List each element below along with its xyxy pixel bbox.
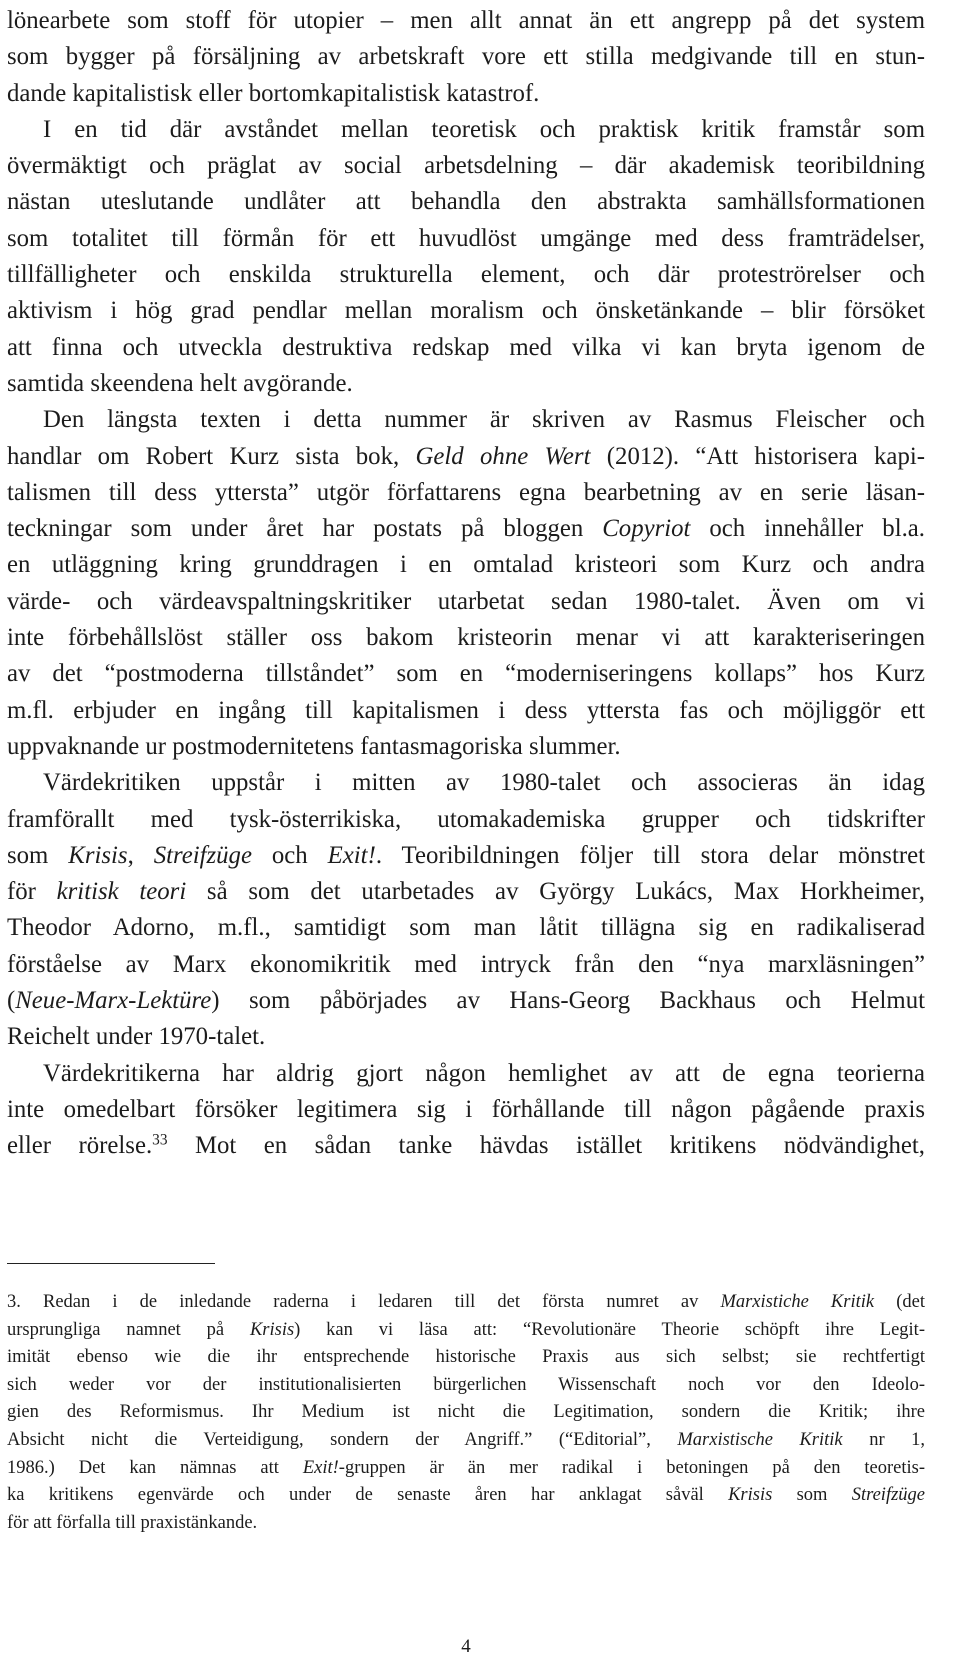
text-line: nästan uteslutande undlåter att behandla den abstrakta samhällsformationen [7, 188, 925, 216]
text-line: eller rörelse.$^{33}$ Mot en sådan tanke hävdas istället kritikens nödvändighet, [7, 1131, 925, 1160]
journal-title: Marxistiche Kritik [720, 1292, 875, 1312]
journal-title: Marxistische Kritik [677, 1429, 843, 1450]
text-line: samtida skeendena helt avgörande. [7, 369, 353, 397]
text-line: (Neue-Marx-Lektüre) som påbörjades av Hans-Georg Backhaus och Helmut [7, 987, 925, 1015]
journal-title: Krisis [249, 1319, 295, 1340]
footnote-line: för att förfalla till praxistänkande. [7, 1512, 258, 1533]
text-line: övermäktigt och präglat av social arbetsdelning – där akademisk teoribildning [7, 152, 925, 180]
journal-title: Streifzüge [851, 1485, 925, 1506]
text-line: av det “postmoderna tillståndet” som en “moderniseringens kollaps” hos Kurz [7, 660, 925, 688]
text-line: Värdekritiken uppstår i mitten av 1980-talet och associeras än idag [43, 769, 925, 797]
footnote-line: ka kritikens egenvärde och under de senaste åren har anklagat såväl Krisis som Streifzüge [7, 1485, 925, 1506]
text-line: Den längsta texten i detta nummer är skriven av Rasmus Fleischer och [43, 406, 925, 434]
text-line: I en tid där avståndet mellan teoretisk och praktisk kritik framstår som [43, 115, 925, 143]
text-line: aktivism i hög grad pendlar mellan moralism och önsketänkande – blir försöket [7, 297, 925, 325]
text-line: för kritisk teori så som det utarbetades av György Lukács, Max Horkheimer, [7, 878, 925, 906]
text-line: att finna och utveckla destruktiva redskap med vilka vi kan bryta igenom de [7, 333, 925, 361]
text-line: som Krisis, Streifzüge och Exit!. Teoribildningen följer till stora delar mönstret [7, 841, 926, 869]
text-line: som bygger på försäljning av arbetskraft vore ett stilla medgivande till en stun- [7, 43, 925, 71]
text-line: talismen till dess yttersta” utgör författarens egna bearbetning av en serie läsan- [7, 478, 925, 506]
journal-title: Exit! [327, 841, 376, 869]
page-number: 4 [461, 1636, 471, 1657]
text-line: förståelse av Marx ekonomikritik med intryck från den “nya marxläsningen” [7, 950, 925, 978]
text-line: m.fl. erbjuder en ingång till kapitalismen i dess yttersta fas och möjliggör ett [7, 696, 925, 724]
footnote-line: 1986.) Det kan nämnas att Exit!-gruppen är än mer radikal i betoningen på den teoretis- [7, 1457, 925, 1478]
footnote-line: ursprungliga namnet på Krisis) kan vi läsa att: “Revolutionäre Theorie schöpft ihre Legit- [7, 1319, 925, 1340]
footnote-line: 3. Redan i de inledande raderna i ledaren till det första numret av Marxistiche Kritik (det [7, 1292, 925, 1312]
emphasis: Neue-Marx-Lektüre [15, 987, 212, 1015]
emphasis: kritisk teori [56, 878, 187, 906]
text-line: som totalitet till förmån för ett huvudlöst umgänge med dess framträdelser, [7, 224, 925, 252]
body-text [7, 3, 925, 1165]
text-line: dande kapitalistisk eller bortomkapitalistisk katastrof. [7, 79, 540, 107]
text-line: tillfälligheter och enskilda strukturella element, och där proteströrelser och [7, 261, 925, 289]
text-line: lönearbete som stoff för utopier – men allt annat än ett angrepp på det system [7, 7, 925, 34]
journal-title: Krisis [728, 1485, 773, 1506]
document-page [7, 0, 925, 1668]
footnote-line: imität ebenso wie die ihr entsprechende historische Praxis aus sich selbst; sie rechtfertigt [7, 1347, 925, 1368]
book-title: Geld ohne Wert [415, 442, 591, 470]
footnote [7, 1289, 925, 1537]
text-line: en utläggning kring grunddragen i en omtalad kristeori som Kurz och andra [7, 551, 925, 579]
text-line: Värdekritikerna har aldrig gjort någon hemlighet av att de egna teorierna [43, 1059, 925, 1087]
footnote-line: sich weder vor der institutionalisierten bürgerlichen Wissenschaft noch vor den Ideolo- [7, 1374, 925, 1395]
footnote-divider [7, 1263, 215, 1264]
text-line: värde- och värdeavspaltningskritiker utarbetat sedan 1980-talet. Även om vi [7, 587, 925, 615]
text-line: framförallt med tysk-österrikiska, utomakademiska grupper och tidskrifter [7, 805, 925, 833]
footnote-line: Absicht nicht die Verteidigung, sondern der Angriff.” (“Editorial”, Marxistische Kritik nr 1, [7, 1429, 926, 1450]
text-line: teckningar som under året har postats på bloggen Copyriot och innehåller bl.a. [7, 515, 925, 543]
blog-title: Copyriot [602, 515, 691, 543]
journal-title: Streifzüge [153, 841, 252, 869]
text-line: Theodor Adorno, m.fl., samtidigt som man låtit tillägna sig en radikaliserad [7, 914, 925, 942]
journal-title: Krisis [68, 841, 128, 869]
text-line: inte omedelbart försöker legitimera sig i förhållande till någon pågående praxis [7, 1095, 925, 1123]
footnote-line: gien des Reformismus. Ihr Medium ist nicht die Legitimation, sondern die Kritik; ihre [7, 1402, 925, 1423]
text-line: inte förbehållslöst ställer oss bakom kristeorin menar vi att karakteriseringen [7, 624, 925, 652]
footnote-reference[interactable]: 33 [152, 1131, 168, 1149]
text-line: uppvaknande ur postmodernitetens fantasmagoriska slummer. [7, 732, 621, 760]
text-line: handlar om Robert Kurz sista bok, Geld ohne Wert (2012). “Att historisera kapi- [7, 442, 925, 470]
text-line: Reichelt under 1970-talet. [7, 1023, 266, 1051]
journal-title: Exit! [302, 1457, 339, 1478]
